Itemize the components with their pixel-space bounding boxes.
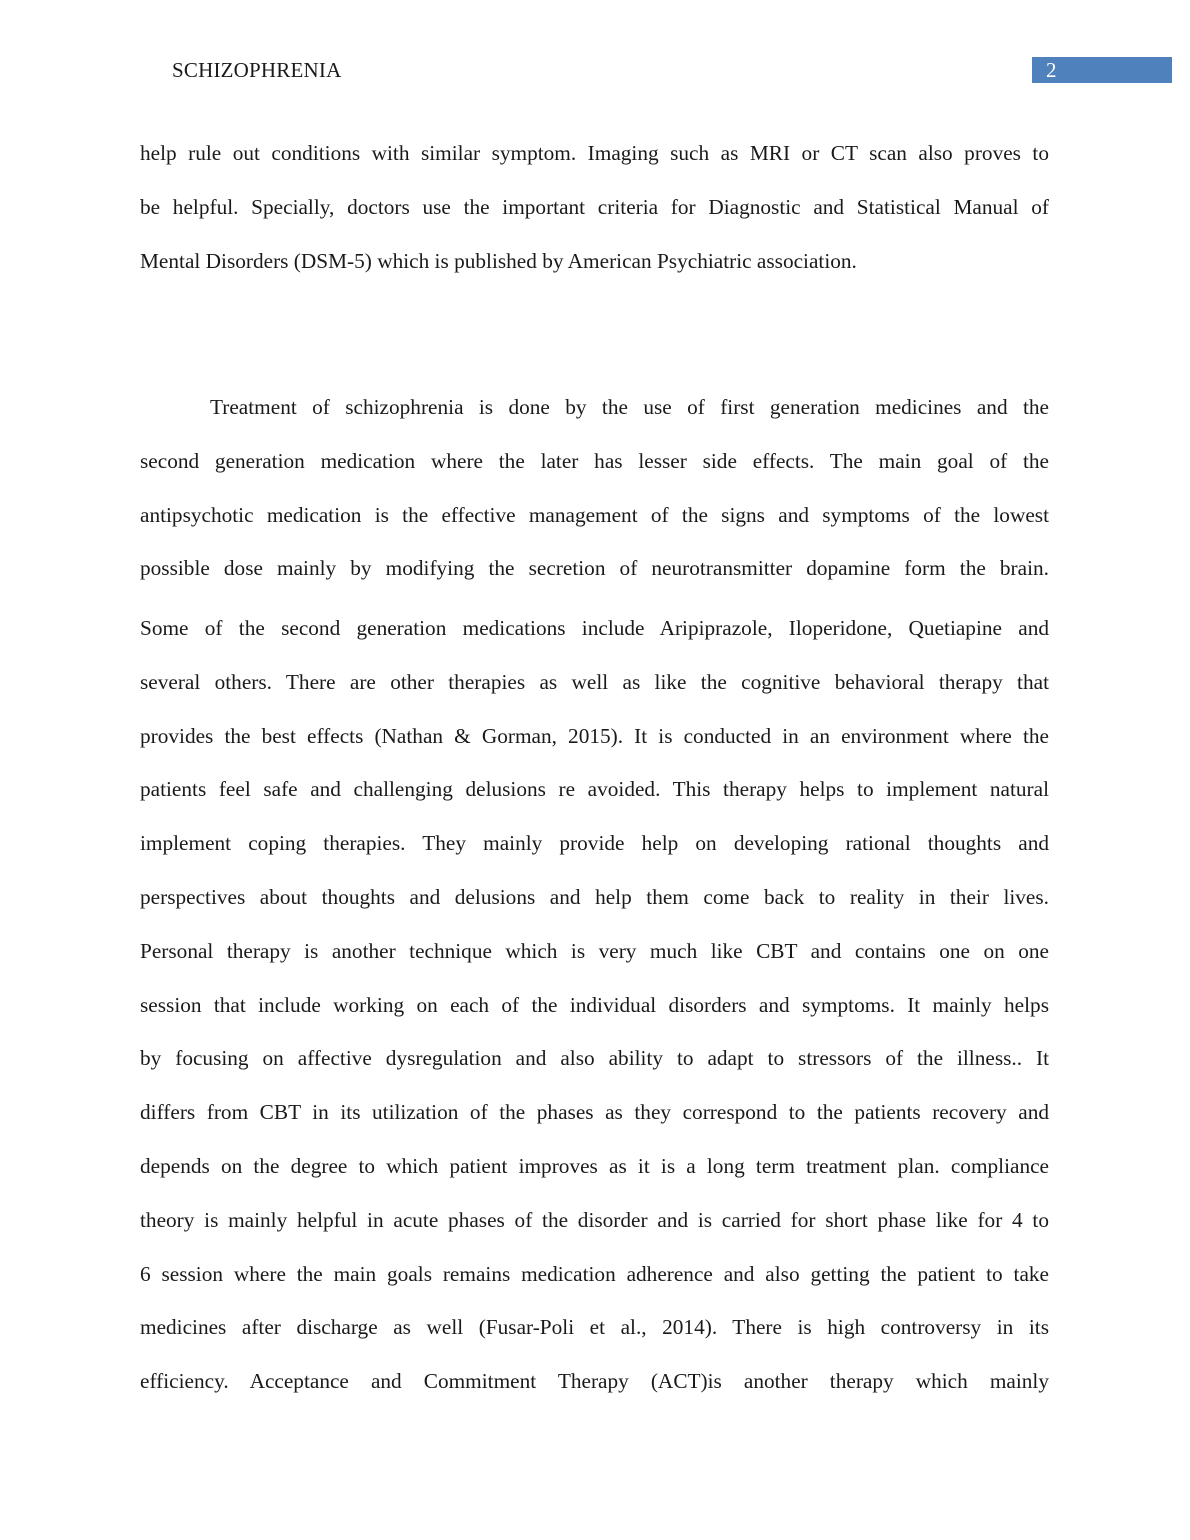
text-line: provides the best effects (Nathan & Gorman, 2015). It is conducted in an environment where the: [140, 723, 1049, 748]
text-line: Treatment of schizophrenia is done by the use of first generation medicines and the: [210, 395, 1049, 419]
page-number-bar: [1032, 57, 1172, 83]
paragraph-diagnosis: [140, 127, 1049, 288]
text-line: session that include working on each of the individual disorders and symptoms. It mainly helps: [140, 992, 1049, 1017]
text-line: possible dose mainly by modifying the secretion of neurotransmitter dopamine form the brain.: [140, 556, 1049, 581]
paragraph-treatment: [140, 381, 1049, 596]
text-line: Mental Disorders (DSM-5) which is published by American Psychiatric association.: [140, 248, 857, 273]
text-line: Some of the second generation medications include Aripiprazole, Iloperidone, Quetiapine and: [140, 616, 1049, 640]
text-line: depends on the degree to which patient improves as it is a long term treatment plan. compliance: [140, 1153, 1049, 1178]
text-line: by focusing on affective dysregulation and also ability to adapt to stressors of the illness.. It: [140, 1046, 1049, 1071]
text-line: help rule out conditions with similar symptom. Imaging such as MRI or CT scan also proves to: [140, 141, 1049, 165]
text-line: several others. There are other therapies as well as like the cognitive behavioral therapy that: [140, 669, 1049, 694]
page-number: 2: [1046, 58, 1057, 82]
text-line: 6 session where the main goals remains medication adherence and also getting the patient to take: [140, 1261, 1049, 1286]
paragraph-therapies: [140, 602, 1049, 1409]
text-line: be helpful. Specially, doctors use the important criteria for Diagnostic and Statistical Manual of: [140, 194, 1049, 219]
text-line: differs from CBT in its utilization of the phases as they correspond to the patients recovery and: [140, 1100, 1049, 1125]
text-line: efficiency. Acceptance and Commitment Therapy (ACT)is another therapy which mainly: [140, 1369, 1049, 1394]
text-line: theory is mainly helpful in acute phases of the disorder and is carried for short phase like for 4 to: [140, 1207, 1049, 1232]
text-line: second generation medication where the later has lesser side effects. The main goal of the: [140, 448, 1049, 473]
text-line: medicines after discharge as well (Fusar-Poli et al., 2014). There is high controversy in its: [140, 1315, 1049, 1340]
running-head: SCHIZOPHRENIA: [172, 58, 342, 82]
text-line: patients feel safe and challenging delusions re avoided. This therapy helps to implement natural: [140, 777, 1049, 802]
text-line: perspectives about thoughts and delusions and help them come back to reality in their lives.: [140, 884, 1049, 909]
text-line: implement coping therapies. They mainly provide help on developing rational thoughts and: [140, 831, 1049, 856]
text-line: Personal therapy is another technique which is very much like CBT and contains one on one: [140, 938, 1049, 963]
text-line: antipsychotic medication is the effective management of the signs and symptoms of the lowest: [140, 502, 1049, 527]
